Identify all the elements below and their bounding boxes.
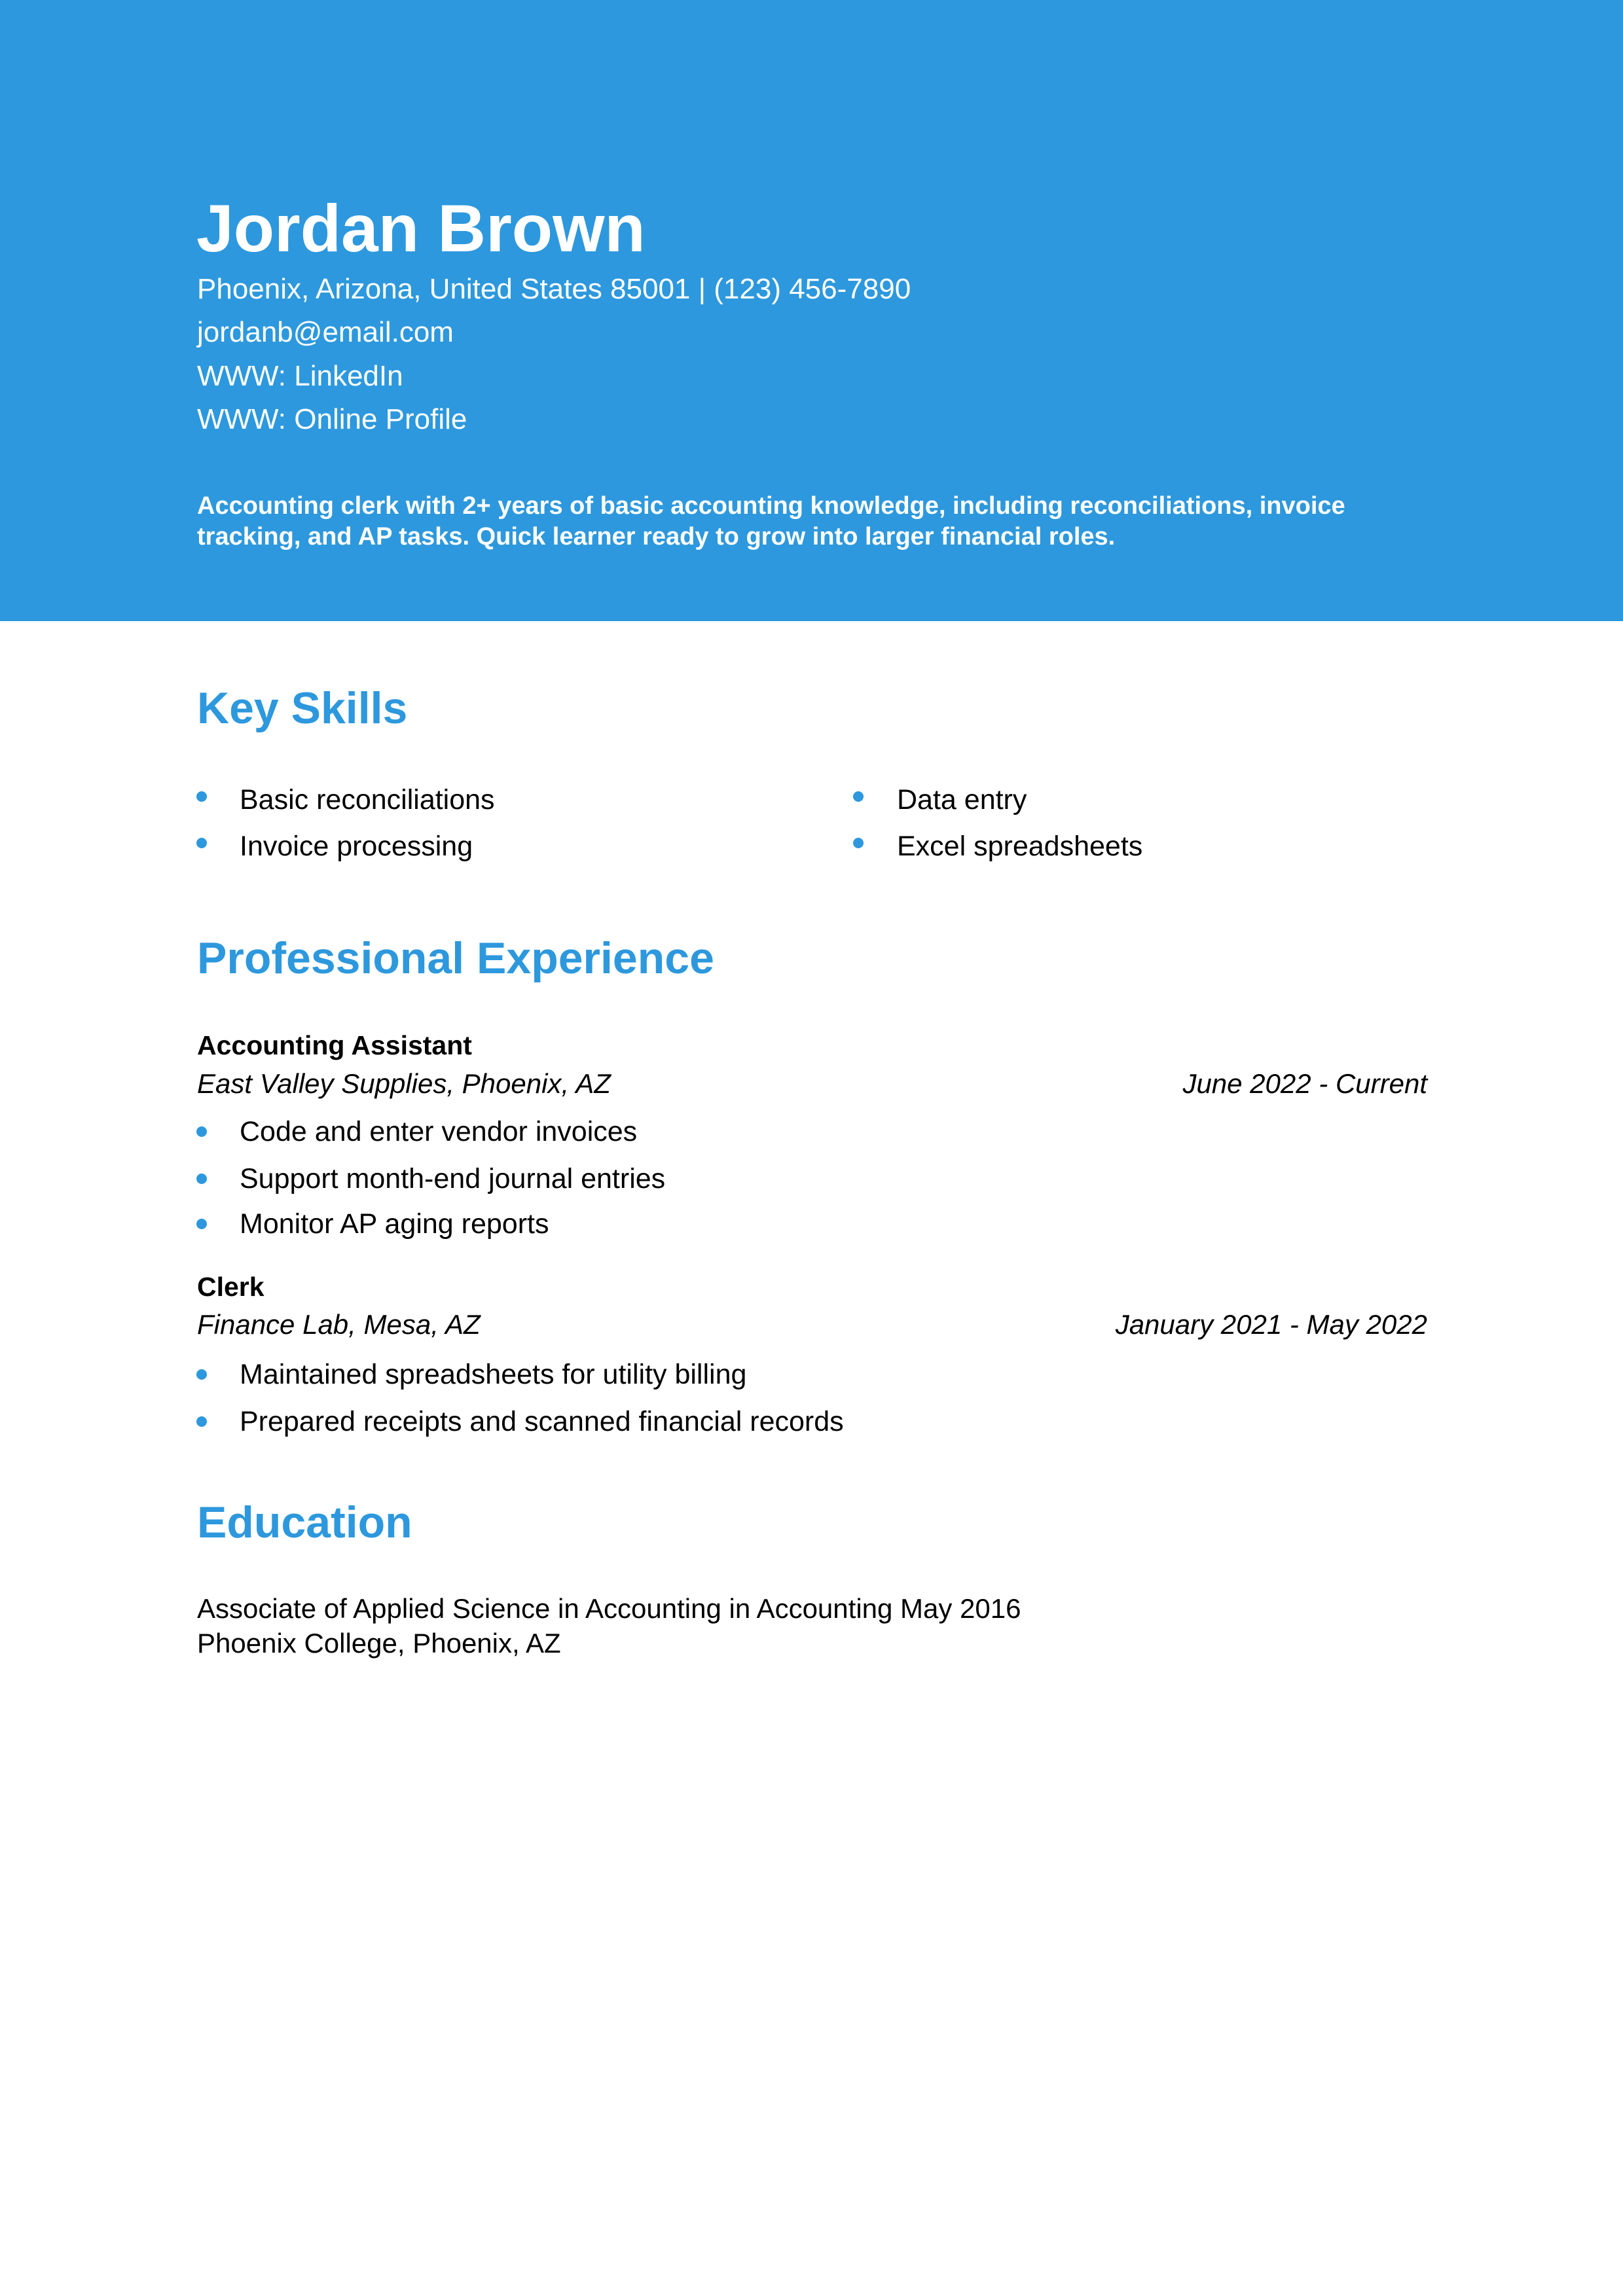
bullet-icon — [196, 1174, 207, 1184]
education-degree: Associate of Applied Science in Accounting in Accounting May 2016 — [197, 1593, 1021, 1624]
bullet-icon — [853, 791, 864, 802]
contact-online-profile[interactable]: WWW: Online Profile — [197, 403, 467, 435]
contact-address-phone: Phoenix, Arizona, United States 85001 | (123) 456-7890 — [197, 273, 911, 305]
bullet-icon — [196, 1416, 207, 1427]
job-title: Clerk — [197, 1272, 264, 1302]
section-title-key-skills: Key Skills — [197, 683, 408, 733]
job-bullet: Prepared receipts and scanned financial records — [240, 1406, 844, 1437]
section-title-professional-experience: Professional Experience — [197, 933, 714, 983]
professional-summary: Accounting clerk with 2+ years of basic accounting knowledge, including reconciliations, invoice tracking, and AP tasks. Quick learner ready to grow into larger financial roles. — [197, 492, 1345, 550]
bullet-icon — [196, 1219, 207, 1229]
bullet-icon — [853, 838, 864, 848]
skill-item: Invoice processing — [240, 831, 473, 862]
skill-item: Basic reconciliations — [240, 784, 495, 816]
bullet-icon — [196, 791, 207, 802]
bullet-icon — [196, 1369, 207, 1380]
job-dates: January 2021 - May 2022 — [1115, 1309, 1427, 1340]
bullet-icon — [196, 1126, 207, 1137]
job-company: East Valley Supplies, Phoenix, AZ — [197, 1068, 611, 1099]
job-bullet: Monitor AP aging reports — [240, 1208, 549, 1240]
job-company: Finance Lab, Mesa, AZ — [197, 1309, 481, 1340]
contact-email[interactable]: jordanb@email.com — [197, 316, 454, 348]
contact-linkedin[interactable]: WWW: LinkedIn — [197, 360, 403, 392]
job-bullet: Code and enter vendor invoices — [240, 1116, 638, 1147]
education-school: Phoenix College, Phoenix, AZ — [197, 1628, 561, 1659]
skill-item: Data entry — [897, 784, 1027, 816]
job-bullet: Support month-end journal entries — [240, 1163, 666, 1194]
bullet-icon — [196, 838, 207, 848]
job-title: Accounting Assistant — [197, 1030, 472, 1060]
section-title-education: Education — [197, 1498, 412, 1547]
job-bullet: Maintained spreadsheets for utility billing — [240, 1359, 747, 1390]
candidate-name: Jordan Brown — [196, 191, 646, 266]
skill-item: Excel spreadsheets — [897, 831, 1143, 862]
job-dates: June 2022 - Current — [1182, 1068, 1427, 1099]
